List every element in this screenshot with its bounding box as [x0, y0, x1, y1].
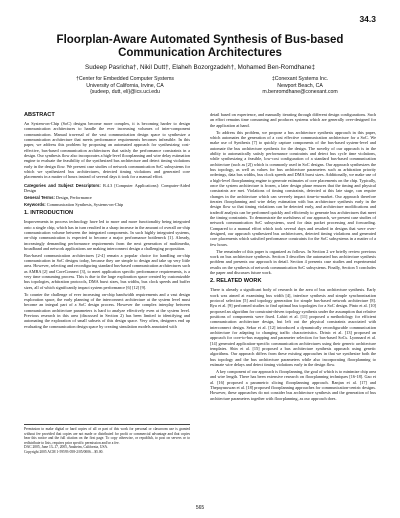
paper-title [30, 34, 370, 60]
right-column [210, 112, 376, 403]
permission-notice [24, 424, 190, 455]
general-terms [24, 195, 190, 200]
affiliation-line: Newport Beach, CA [277, 82, 323, 89]
session-number: 34.3 [359, 14, 376, 24]
related-work-heading: 2. RELATED WORK [210, 278, 262, 285]
author-list: Sudeep Pasricha†, Nikil Dutt†, Elaheh Bozorgzadeh†, Mohamed Ben-Romdhane‡ [85, 64, 315, 71]
intro-paragraph: Bus-based communication architectures [2-4] remain a popular choice for handling on-chip communication in SoC designs today, because they are simple to design and take up very little area. However, selecting and reconfiguring standard bus-based communication architectures such as AMBA [2] and CoreConnect [3], to meet application specific performance requirements, is a very time consuming process. This is due to the large exploration space created by customizable bus topologies, arbitration protocols, DMA burst sizes, bus widths, bus clock speeds and buffer sizes, all of which significantly impact system performance [6] [12] [9]. [24, 252, 190, 290]
body-paragraph: detail based on experience, and manually iterating through different design configurations. Such an effort remains time consuming and produces systems which are generally over-designed for the application at hand. [210, 112, 376, 128]
copyright-info: Copyright 2005 ACM 1-59593-058-2/05/0006…$5.00. [24, 449, 104, 454]
body-paragraph: To address this problem, we propose a bus architecture synthesis approach in this paper, which automates the generation of a cost effective communication architecture for a SoC. We make use of Synthesis [7] to quickly capture components of the bus-based system-level and automate the bus architecture synthesis for the design. The novelty of our approach is in the ability to automatically satisfy performance constraints and detect bus cycle time violations, while synthesizing a feasible, low-cost configuration of a standard bus-based communication architecture (such as [2]) which is commonly used in SoC designs. Our approach synthesizes the bus topology, as well as values for bus architecture parameters such as arbitration priority orderings, data bus widths, bus clock speeds and DMA burst sizes. Additionally, we make use of a high-level floorplanning engine to generate estimates of core placements on the chip. Typically, once the system architecture is frozen, a later design phase ensures that the timing and physical constraints are met. Violations of timing constraints, detected at this late stage, can require changes in the architecture which can severely impact time-to-market. Our approach therefore iterates floorplanning and wire delay estimation with bus architecture synthesis early in the design flow so that timing violations can be detected early, and architecture modifications and tradeoff analysis can be performed quickly and efficiently to generate bus architectures that meet the timing constraints. To demonstrate the usefulness of our approach, we present case studies of network communication SoC subsystems, used for data packet processing and forwarding. Compared to a manual effort which took several days and resulted in designs that were over-designed, our approach synthesized bus architectures, detected timing violations and generated core placements which satisfied performance constraints for the SoC subsystems in a matter of a few hours. [210, 129, 376, 247]
affiliation-line: University of California, Irvine, CA [86, 82, 164, 89]
abstract-heading: ABSTRACT [24, 112, 55, 118]
title-line-2: Communication Architectures [118, 47, 282, 59]
body-paragraph: The remainder of this paper is organized as follows. In Section 2 we briefly review previous work on bus architecture synthesis. Section 3 describes the automated bus architecture synthesis problem and presents our approach in detail. Section 4 presents case studies and experimental results on the synthesis of network communication SoC subsystems. Finally, Section 5 concludes the paper and discusses future work. [210, 248, 376, 275]
terms-text: Design, Performance [55, 194, 92, 200]
conference-info: DAC 2005, June 13–17, 2005, Anaheim, California, USA. [24, 445, 108, 450]
permission-text: Permission to make digital or hard copies of all or part of this work for personal or classroom use is granted without fee provided that copies are not made or distributed for profit or commercial advantage and that copies bear this notice and the full citation on the first page. To copy otherwise, or republish, to post on servers or to redistribute to lists, requires prior specific permission and/or a fee. [24, 427, 190, 445]
categories-label: Categories and Subject Descriptors: [24, 182, 101, 188]
affiliation-email: {sudeep, dutt, eli}@ics.uci.edu [90, 89, 160, 96]
related-paragraph: A key component of our approach is floorplanning, the goal of which is to minimize chip area and wire length. There has been extensive research on floorplanning techniques [16-18]. Gao et al. [16] proposed a parametric slicing floorplanning approach. Ranjan et al. [17] and Thepayasuwan et al. [18] proposed floorplanning approaches for communication-centric designs. However, these approaches do not consider bus architecture synthesis and the generation of bus architecture parameters together with floorplanning, as our approach does. [210, 368, 376, 401]
left-column [24, 112, 190, 331]
keywords-label: Keywords: [24, 201, 46, 207]
keywords-text: Communication Synthesis, Systems-on-Chip [46, 201, 124, 207]
intro-heading: 1. INTRODUCTION [24, 210, 74, 217]
title-line-1: Floorplan-Aware Automated Synthesis of Bus-based [56, 34, 344, 46]
categories [24, 183, 190, 194]
affiliation-uci [40, 76, 210, 96]
affiliation-line: †Center for Embedded Computer Systems [75, 76, 175, 82]
intro-paragraph: To counter the challenge of ever increasing on-chip bandwidth requirements and a vast design exploration space, the early planning of the interconnect architecture at the system level must become an integral part of a SoC design process. However the complex interplay between communication architecture parameters is hard to analyze effectively even at the system level. Previous research in this area (discussed in Section 2) has been limited to identifying and automating the exploration of small subsets of this design space. Very often, designers end up evaluating the communication design space by creating simulation models annotated with [24, 291, 190, 329]
categories-text: B.4.3 [Computer Applications]: Computer-Aided Design [24, 182, 190, 194]
terms-label: General Terms: [24, 194, 55, 200]
intro-paragraph: Improvements in process technology have led to more and more functionality being integrated onto a single chip, which has in turn resulted in a sharp increase in the amount of overall on-chip communication volume between the integrated components. In such highly integrated systems, on-chip communication is expected to become a major performance bottleneck [1]. Already, increasingly demanding performance requirements from the next generation of multimedia, broadband and network applications are making interconnect design a challenging proposition. [24, 219, 190, 251]
affiliation-line: ‡Conexant Systems Inc. [271, 76, 329, 82]
related-paragraph: There is already a significant body of research in the area of bus architecture synthesis. Early work was aimed at examining bus width [4], interface synthesis and simple synchronization protocol selection [5] and topology generation for simple bus-based network architecture [8]. Ryu et al. [9] performed studies to find optimal bus topologies for a SoC design. Pinto et al. [10] proposed an algorithm for constraint-driven topology synthesis under the assumption that relative positions of components were fixed. Lahiri et al. [11] proposed a methodology for efficient communication architecture design, but left out the physical constraints associated with interconnect design. Sekar et al. [12] introduced a dynamically reconfigurable communication architecture for adapting to changing traffic characteristics. Drinic et al. [13] proposed an approach for core-to-bus mapping and parameter selection for bus-based SoCs. Lyonnard et al. [14] generated application-specific communication architectures using their generic architecture templates. Shin et al. [15] proposed a bus architecture synthesis approach using genetic algorithms. Our approach differs from these existing approaches in that we synthesize both the bus topology and the bus architecture parameters while also incorporating floorplanning to estimate wire delays and detect timing violations early in the design flow. [210, 287, 376, 368]
page-number: 565 [195, 505, 205, 511]
keywords [24, 202, 190, 207]
abstract-text: An System-on-Chip (SoC) designs become more complex, it is becoming harder to design communication architectures to handle the ever increasing volumes of inter-component communication. Manual traversal of the vast communication design space to synthesize a communication architecture that meets performance requirements becomes infeasible. In this paper, we address this problem by proposing an automated approach for synthesizing cost-effective, bus-based communication architectures that satisfy the performance constraints in a design. Our synthesis flow also incorporates a high-level floorplanning and wire delay estimation engine to evaluate the feasibility of the synthesized bus architecture and detect timing violations early in the design flow. We present case studies of network communication SoC subsystems for which we synthesized bus architectures, detected timing violations and generated core placements in a matter of hours instead of several days it took for a manual effort. [24, 121, 190, 180]
affiliation-email: m.benromdhane@conexant.com [262, 89, 338, 96]
affiliation-conexant [230, 76, 370, 96]
